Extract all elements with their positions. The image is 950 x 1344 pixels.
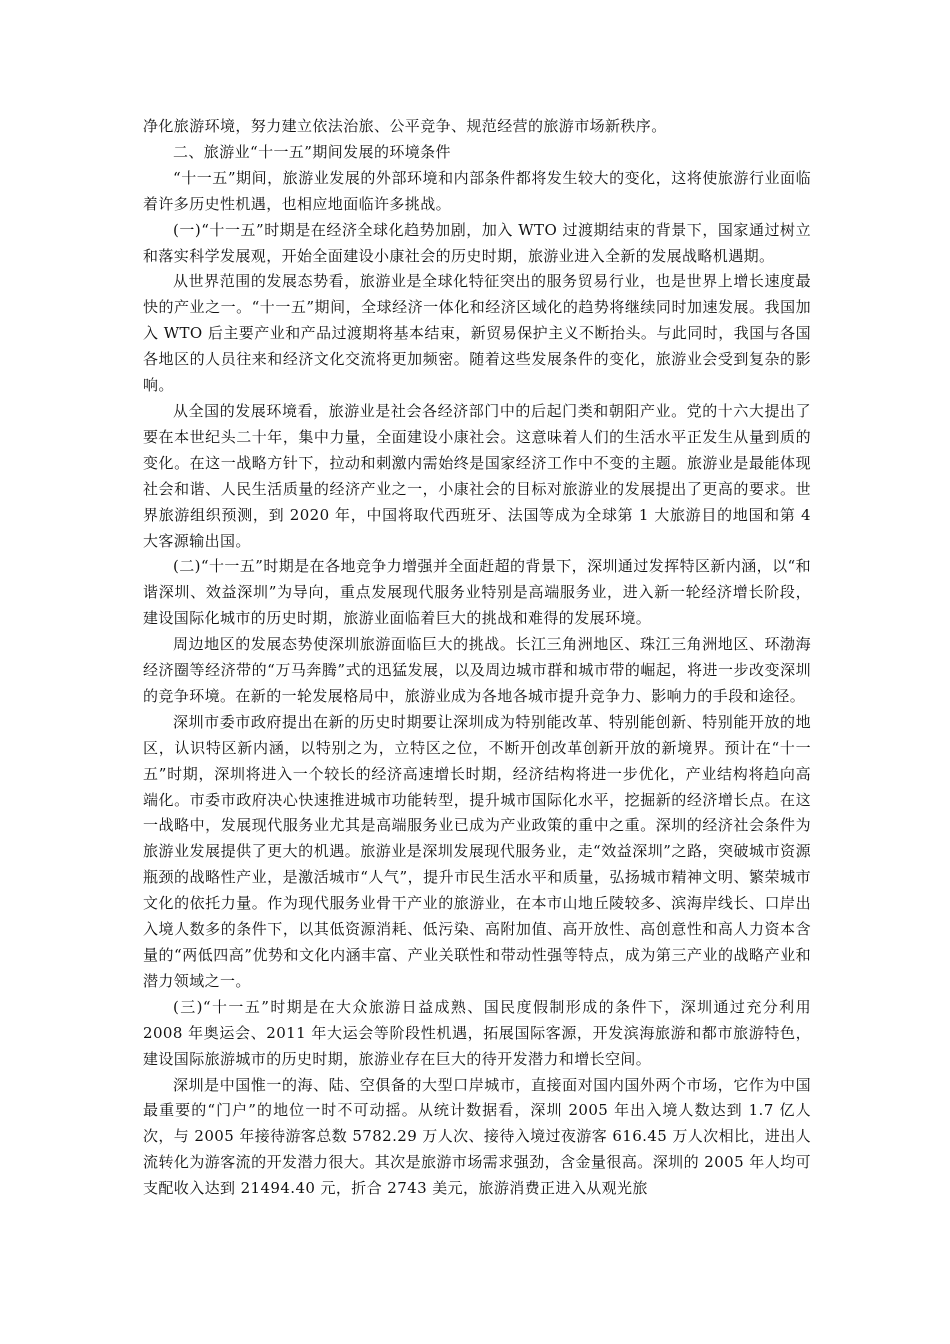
paragraph: 深圳市委市政府提出在新的历史时期要让深圳成为特别能改革、特别能创新、特别能开放的地区，认识特区新内涵，以特别之为，立特区之位，不断开创改革创新开放的新境界。预计在“十一五”时期，深圳将进入一个较长的经济高速增长时期，经济结构将进一步优化，产业结构将趋向高端化。市委市政府决心快速推进城市功能转型，提升城市国际化水平，挖掘新的经济增长点。在这一战略中，发展现代服务业尤其是高端服务业已成为产业政策的重中之重。深圳的经济社会条件为旅游业发展提供了更大的机遇。旅游业是深圳发展现代服务业，走“效益深圳”之路，突破城市资源瓶颈的战略性产业，是激活城市“人气”，提升市民生活水平和质量，弘扬城市精神文明、繁荣城市文化的依托力量。作为现代服务业骨干产业的旅游业，在本市山地丘陵较多、滨海岸线长、口岸出入境人数多的条件下，以其低资源消耗、低污染、高附加值、高开放性、高创意性和高人力资本含量的“两低四高”优势和文化内涵丰富、产业关联性和带动性强等特点，成为第三产业的战略产业和潜力领域之一。 [143, 712, 811, 990]
paragraph: 从世界范围的发展态势看，旅游业是全球化特征突出的服务贸易行业，也是世界上增长速度最快的产业之一。“十一五”期间，全球经济一体化和经济区域化的趋势将继续同时加速发展。我国加入 WTO 后主要产业和产品过渡期将基本结束，新贸易保护主义不断抬头。与此同时，我国与各国各地区的人员往来和经济文化交流将更加频密。随着这些发展条件的变化，旅游业会受到复杂的影响。 [143, 272, 811, 395]
section-heading: 二、旅游业“十一五”期间发展的环境条件 [173, 142, 451, 161]
paragraph: “十一五”期间，旅游业发展的外部环境和内部条件都将发生较大的变化，这将使旅游行业面临着许多历史性机遇，也相应地面临许多挑战。 [143, 168, 811, 213]
paragraph: 从全国的发展环境看，旅游业是社会各经济部门中的后起门类和朝阳产业。党的十六大提出了要在本世纪头二十年，集中力量，全面建设小康社会。这意味着人们的生活水平正发生从量到质的变化。在这一战略方针下，拉动和刺激内需始终是国家经济工作中不变的主题。旅游业是最能体现社会和谐、人民生活质量的经济产业之一，小康社会的目标对旅游业的发展提出了更高的要求。世界旅游组织预测，到 2020 年，中国将取代西班牙、法国等成为全球第 1 大旅游目的地国和第 4 大客源输出国。 [143, 401, 811, 550]
paragraph-subsection-3: (三)“十一五”时期是在大众旅游日益成熟、国民度假制形成的条件下，深圳通过充分利用 2008 年奥运会、2011 年大运会等阶段性机遇，拓展国际客源，开发滨海旅游和都市旅游特色，建设国际旅游城市的历史时期，旅游业存在巨大的待开发潜力和增长空间。 [143, 997, 811, 1068]
paragraph: 周边地区的发展态势使深圳旅游面临巨大的挑战。长江三角洲地区、珠江三角洲地区、环渤海经济圈等经济带的“万马奔腾”式的迅猛发展，以及周边城市群和城市带的崛起，将进一步改变深圳的竞争环境。在新的一轮发展格局中，旅游业成为各地各城市提升竞争力、影响力的手段和途径。 [143, 635, 811, 705]
paragraph: 深圳是中国惟一的海、陆、空俱备的大型口岸城市，直接面对国内国外两个市场，它作为中国最重要的“门户”的地位一时不可动摇。从统计数据看，深圳 2005 年出入境人数达到 1.7 亿人次，与 2005 年接待游客总数 5782.29 万人次、接待入境过夜游客 616.45 万人次相比，进出人流转化为游客流的开发潜力很大。其次是旅游市场需求强劲，含金量很高。深圳的 2005 年人均可支配收入达到 21494.40 元，折合 2743 美元，旅游消费正进入从观光旅 [143, 1075, 811, 1198]
paragraph-subsection-2: (二)“十一五”时期是在各地竞争力增强并全面赶超的背景下，深圳通过发挥特区新内涵，以“和谐深圳、效益深圳”为导向，重点发展现代服务业特别是高端服务业，进入新一轮经济增长阶段，建设国际化城市的历史时期，旅游业面临着巨大的挑战和难得的发展环境。 [143, 557, 811, 628]
body-text [143, 114, 811, 1202]
paragraph-subsection-1: (一)“十一五”时期是在经济全球化趋势加剧，加入 WTO 过渡期结束的背景下，国家通过树立和落实科学发展观，开始全面建设小康社会的历史时期，旅游业进入全新的发展战略机遇期。 [143, 220, 811, 265]
paragraph-continuation: 净化旅游环境，努力建立依法治旅、公平竞争、规范经营的旅游市场新秩序。 [143, 117, 667, 135]
